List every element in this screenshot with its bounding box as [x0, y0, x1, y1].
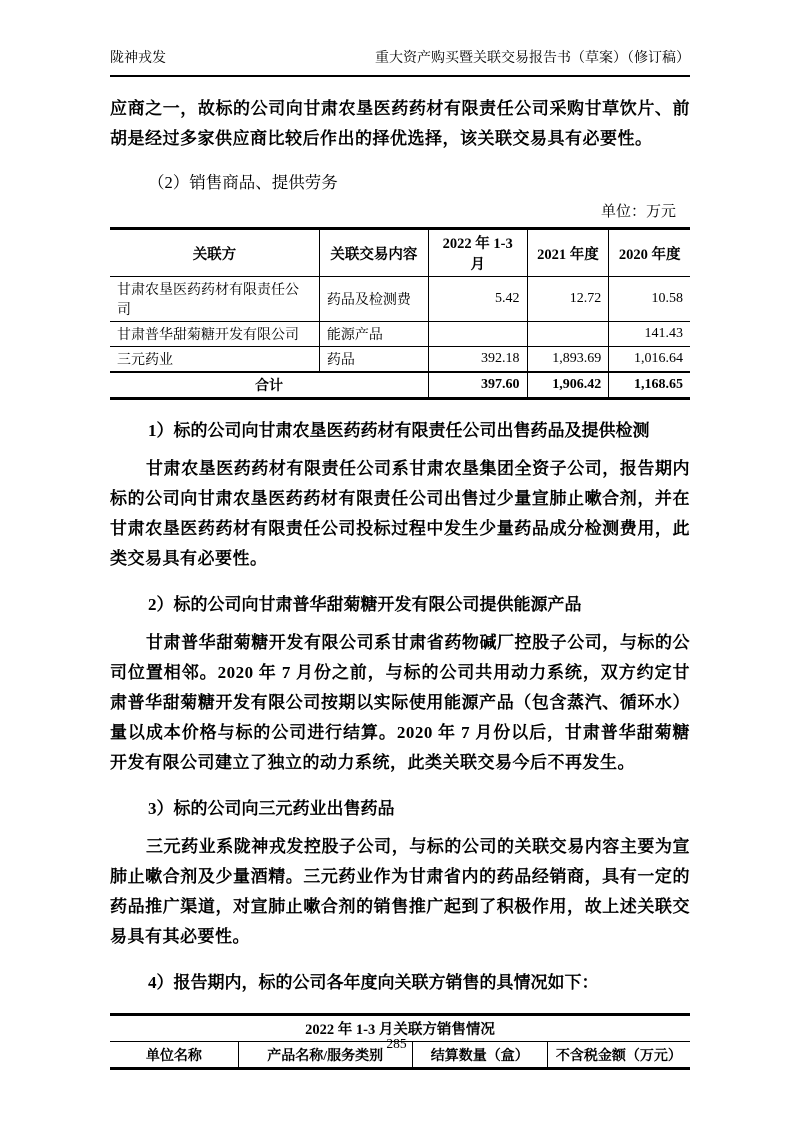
- cell-party: 甘肃农垦医药药材有限责任公司: [110, 277, 319, 322]
- table-row: [110, 277, 690, 322]
- table-row: [110, 322, 690, 347]
- intro-paragraph: 应商之一，故标的公司向甘肃农垦医药药材有限责任公司采购甘草饮片、前胡是经过多家供应商比较后作出的择优选择，该关联交易具有必要性。: [110, 99, 690, 148]
- col-header-2022: 2022 年 1-3 月: [428, 229, 527, 277]
- section-1-paragraph: 甘肃农垦医药药材有限责任公司系甘肃农垦集团全资子公司，报告期内标的公司向甘肃农垦医药药材有限责任公司出售过少量宣肺止嗽合剂，并在甘肃农垦医药药材有限责任公司投标过程中发生少量药品成分检测费用，此类交易具有必要性。: [110, 459, 690, 568]
- section-3-paragraph: 三元药业系陇神戎发控股子公司，与标的公司的关联交易内容主要为宣肺止嗽合剂及少量酒精。三元药业作为甘肃省内的药品经销商，具有一定的药品推广渠道，对宣肺止嗽合剂的销售推广起到了积极作用，故上述关联交易具有其必要性。: [110, 837, 690, 946]
- cell-2020-value: 10.58: [609, 277, 690, 322]
- col-header-related-party: 关联方: [110, 229, 319, 277]
- col-header-amount-ex-tax: 不含税金额（万元）: [547, 1042, 690, 1069]
- cell-2022-value: 392.18: [428, 347, 527, 373]
- table-total-row: [110, 372, 690, 399]
- cell-content: 药品及检测费: [319, 277, 428, 322]
- section-3-heading: 3）标的公司向三元药业出售药品: [148, 799, 395, 818]
- page-header: [110, 50, 690, 77]
- table-header-row: [110, 229, 690, 277]
- cell-2020-value: 141.43: [609, 322, 690, 347]
- total-2021-value: 1,906.42: [527, 372, 609, 399]
- table-row: [110, 347, 690, 373]
- cell-2021-value: 1,893.69: [527, 347, 609, 373]
- cell-2020-value: 1,016.64: [609, 347, 690, 373]
- unit-note: 单位：万元: [600, 204, 676, 220]
- col-header-product-service: 产品名称/服务类别: [238, 1042, 412, 1069]
- section-1-heading: 1）标的公司向甘肃农垦医药药材有限责任公司出售药品及提供检测: [148, 421, 650, 440]
- col-header-2021: 2021 年度: [527, 229, 609, 277]
- col-header-unit-name: 单位名称: [110, 1042, 238, 1069]
- cell-2022-value: 5.42: [428, 277, 527, 322]
- section-4-heading: 4）报告期内，标的公司各年度向关联方销售的具情况如下：: [148, 973, 599, 992]
- total-2020-value: 1,168.65: [609, 372, 690, 399]
- total-2022-value: 397.60: [428, 372, 527, 399]
- cell-party: 三元药业: [110, 347, 319, 373]
- col-header-transaction-content: 关联交易内容: [319, 229, 428, 277]
- section-2-heading: 2）标的公司向甘肃普华甜菊糖开发有限公司提供能源产品: [148, 595, 582, 614]
- total-label: 合计: [110, 372, 428, 399]
- cell-content: 药品: [319, 347, 428, 373]
- section-2-paragraph: 甘肃普华甜菊糖开发有限公司系甘肃省药物碱厂控股子公司，与标的公司位置相邻。2020 年 7 月份之前，与标的公司共用动力系统，双方约定甘肃普华甜菊糖开发有限公司按期以实际使用能源产品（包含蒸汽、循环水）量以成本价格与标的公司进行结算。2020 年 7 月份以后，甘肃普华甜菊糖开发有限公司建立了独立的动力系统，此类关联交易今后不再发生。: [110, 633, 690, 772]
- cell-content: 能源产品: [319, 322, 428, 347]
- col-header-2020: 2020 年度: [609, 229, 690, 277]
- related-party-sales-summary-table: [110, 227, 690, 400]
- header-right-title: 重大资产购买暨关联交易报告书（草案）（修订稿）: [375, 51, 690, 66]
- subsection-heading: （2）销售商品、提供劳务: [148, 173, 338, 192]
- col-header-settlement-qty: 结算数量（盒）: [412, 1042, 547, 1069]
- page-number: 285: [386, 1036, 407, 1051]
- cell-2021-value: [527, 322, 609, 347]
- header-left-title: 陇神戎发: [110, 51, 166, 66]
- cell-party: 甘肃普华甜菊糖开发有限公司: [110, 322, 319, 347]
- table-title: 2022 年 1-3 月关联方销售情况: [110, 1015, 690, 1042]
- cell-2021-value: 12.72: [527, 277, 609, 322]
- cell-2022-value: [428, 322, 527, 347]
